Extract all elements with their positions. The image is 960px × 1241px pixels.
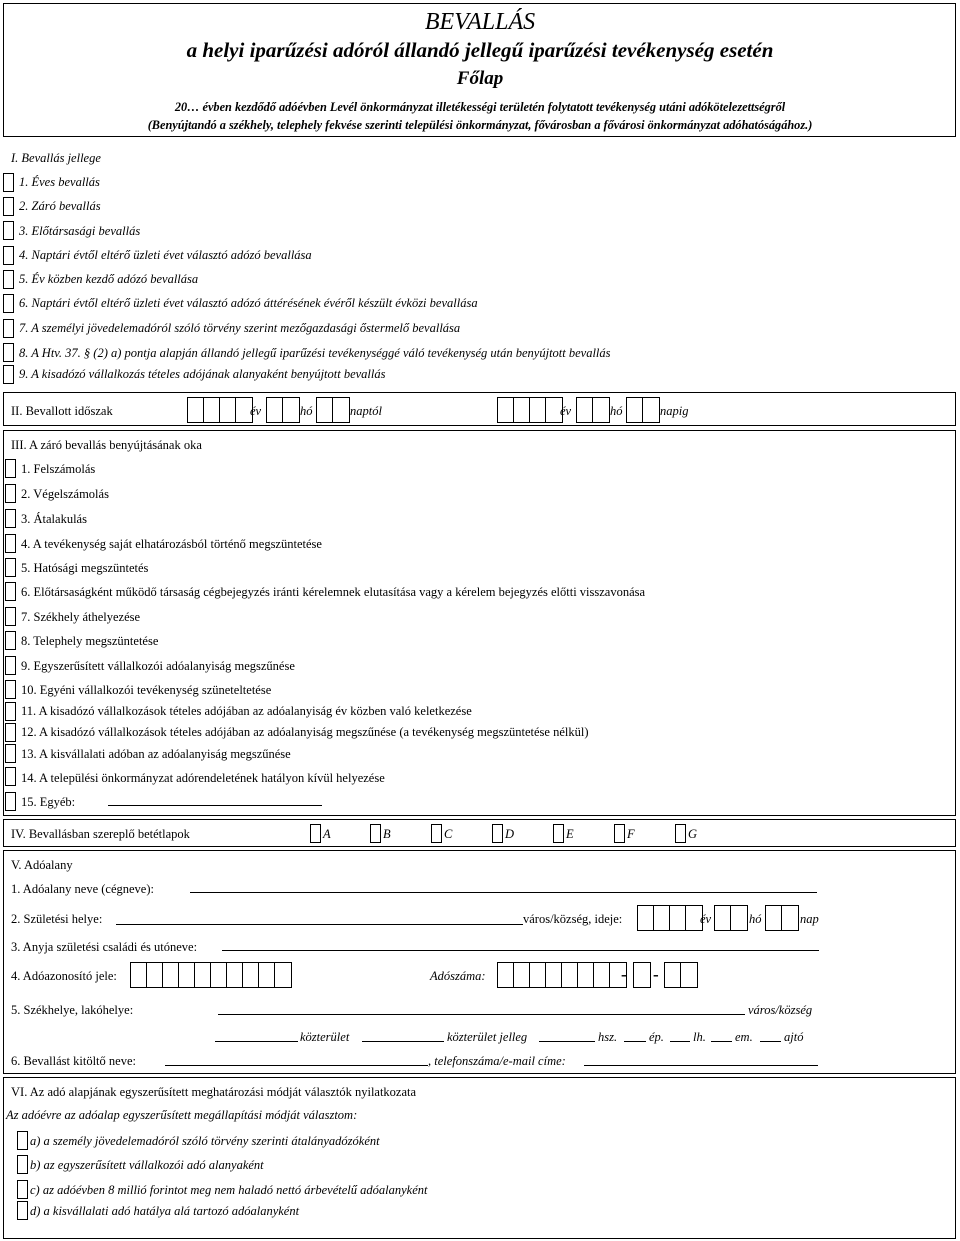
birth-place-label: 2. Születési helye: <box>11 912 103 926</box>
birth-place-line[interactable] <box>116 924 523 925</box>
attachment-e-label: E <box>566 827 574 841</box>
document-title: BEVALLÁS <box>424 9 536 35</box>
s1-item-5: 5. Év közben kezdő adózó bevallása <box>19 272 199 286</box>
attachment-f-checkbox[interactable] <box>614 824 625 843</box>
s3-checkbox-11[interactable] <box>5 702 16 721</box>
to-ev-label: év <box>560 404 572 418</box>
tax-number-dash-1: - <box>621 965 627 984</box>
s3-item-8: 8. Telephely megszüntetése <box>21 634 159 648</box>
s1-item-4: 4. Naptári évtől eltérő üzleti évet választó adózó bevallása <box>19 248 312 262</box>
s6-checkbox-d[interactable] <box>17 1201 28 1220</box>
s6-item-c: c) az adóévben 8 millió forintot meg nem haladó nettó árbevételű adóalanyként <box>30 1183 428 1197</box>
birth-ho-label: hó <box>749 912 762 926</box>
to-ho-label: hó <box>610 404 623 418</box>
seat-label: 5. Székhelye, lakóhelye: <box>11 1003 134 1017</box>
s1-item-1: 1. Éves bevallás <box>19 175 100 189</box>
s3-item-12: 12. A kisadózó vállalkozások tételes adójában az adóalanyiság megszűnése (a tevékenység megszüntetése nélkül) <box>21 725 589 739</box>
tax-id-label: 4. Adóazonosító jele: <box>11 969 117 983</box>
folap-label: Főlap <box>456 68 504 89</box>
from-ho-label: hó <box>300 404 313 418</box>
seat-city-line[interactable] <box>218 1014 745 1015</box>
s3-item-5: 5. Hatósági megszüntetés <box>21 561 149 575</box>
s3-item-1: 1. Felszámolás <box>21 462 96 476</box>
attachment-f-label: F <box>627 827 635 841</box>
s3-checkbox-6[interactable] <box>5 582 16 601</box>
to-month-digit-2[interactable] <box>592 397 610 423</box>
s3-checkbox-13[interactable] <box>5 744 16 763</box>
s1-checkbox-8[interactable] <box>3 343 14 362</box>
s3-item-11: 11. A kisadózó vállalkozások tételes adójában az adóalanyiság év közben való keletkezése <box>21 704 472 718</box>
street-line[interactable] <box>215 1041 298 1042</box>
from-day-digit-2[interactable] <box>332 397 350 423</box>
s6-checkbox-c[interactable] <box>17 1180 28 1199</box>
hsz-label: hsz. <box>598 1030 618 1044</box>
section3-title: III. A záró bevallás benyújtásának oka <box>11 438 202 452</box>
phone-line[interactable] <box>584 1065 818 1066</box>
s1-item-8: 8. A Htv. 37. § (2) a) pontja alapján állandó jellegű iparűzési tevékenységgé váló tevékenység után benyújtott bevallás <box>19 346 611 360</box>
section2-frame <box>3 392 956 426</box>
attachment-b-checkbox[interactable] <box>370 824 381 843</box>
header-line2: (Benyújtandó a székhely, telephely fekvése szerinti települési önkormányzat, fővárosban a fővárosi önkormányzat adóhatóságához.) <box>147 118 813 132</box>
lh-line[interactable] <box>711 1041 732 1042</box>
s3-checkbox-7[interactable] <box>5 607 16 626</box>
s6-item-d: d) a kisvállalati adó hatálya alá tartozó adóalanyként <box>30 1204 300 1218</box>
filler-label: 6. Bevallást kitöltő neve: <box>11 1054 136 1068</box>
birth-day-digit-2[interactable] <box>781 905 799 931</box>
section6-title: VI. Az adó alapjának egyszerűsített meghatározási módját választók nyilatkozata <box>11 1085 417 1099</box>
s3-item-6: 6. Előtársaságként működő társaság cégbejegyzés iránti kérelemnek elutasítása vagy a kérelem bejegyzés előtti visszavonása <box>21 585 646 599</box>
section4-title: IV. Bevallásban szereplő betétlapok <box>11 827 190 841</box>
attachment-a-label: A <box>323 827 331 841</box>
s3-checkbox-1[interactable] <box>5 459 16 478</box>
attachment-g-label: G <box>688 827 698 841</box>
s1-checkbox-4[interactable] <box>3 246 14 265</box>
s6-checkbox-b[interactable] <box>17 1155 28 1174</box>
em-label: em. <box>735 1030 753 1044</box>
napig-label: napig <box>660 404 689 418</box>
street-type-line-2[interactable] <box>539 1041 595 1042</box>
s3-other-line[interactable] <box>108 805 322 806</box>
birth-month-digit-2[interactable] <box>730 905 748 931</box>
s3-checkbox-3[interactable] <box>5 509 16 528</box>
s1-checkbox-5[interactable] <box>3 270 14 289</box>
s3-item-7: 7. Székhely áthelyezése <box>21 610 141 624</box>
attachment-e-checkbox[interactable] <box>553 824 564 843</box>
s1-item-9: 9. A kisadózó vállalkozás tételes adójának alanyaként benyújtott bevallás <box>19 367 386 381</box>
s3-checkbox-2[interactable] <box>5 484 16 503</box>
kozterulet-jelleg-label: közterület jelleg <box>447 1030 528 1044</box>
s1-checkbox-3[interactable] <box>3 221 14 240</box>
attachment-g-checkbox[interactable] <box>675 824 686 843</box>
filler-line[interactable] <box>165 1065 428 1066</box>
mother-name-line[interactable] <box>222 950 819 951</box>
attachment-a-checkbox[interactable] <box>310 824 321 843</box>
tax-number-digit-11[interactable] <box>680 962 698 988</box>
s1-checkbox-2[interactable] <box>3 197 14 216</box>
tax-number-dash-2: - <box>653 965 659 984</box>
hsz-line[interactable] <box>624 1041 646 1042</box>
naptol-label: naptól <box>350 404 382 418</box>
s3-item-13: 13. A kisvállalati adóban az adóalanyiság megszűnése <box>21 747 291 761</box>
s3-checkbox-12[interactable] <box>5 723 16 742</box>
s1-checkbox-9[interactable] <box>3 365 14 384</box>
s3-item-14: 14. A települési önkormányzat adórendeletének hatályon kívül helyezése <box>21 771 385 785</box>
attachment-b-label: B <box>383 827 391 841</box>
section5-title: V. Adóalany <box>11 858 73 872</box>
s3-checkbox-14[interactable] <box>5 767 16 786</box>
lh-label: lh. <box>693 1030 706 1044</box>
section2-title: II. Bevallott időszak <box>11 404 113 418</box>
kozterulet-label: közterület <box>300 1030 350 1044</box>
s3-checkbox-5[interactable] <box>5 558 16 577</box>
s1-item-6: 6. Naptári évtől eltérő üzleti évet választó adózó áttérésének évéről készült évközi bevallása <box>19 296 478 310</box>
em-line[interactable] <box>760 1041 781 1042</box>
s3-item-15: 15. Egyéb: <box>21 795 76 809</box>
s3-item-10: 10. Egyéni vállalkozói tevékenység szüneteltetése <box>21 683 272 697</box>
birth-ev-label: év <box>700 912 712 926</box>
s3-checkbox-15[interactable] <box>5 792 16 811</box>
section1-title: I. Bevallás jellege <box>11 151 101 165</box>
s6-item-b: b) az egyszerűsített vállalkozói adó alanyaként <box>30 1158 264 1172</box>
from-month-digit-2[interactable] <box>282 397 300 423</box>
s3-checkbox-8[interactable] <box>5 631 16 650</box>
seat-varos-label: város/község <box>748 1003 813 1017</box>
s3-checkbox-9[interactable] <box>5 656 16 675</box>
s1-item-7: 7. A személyi jövedelemadóról szóló törvény szerint mezőgazdasági őstermelő bevallása <box>19 321 461 335</box>
header-line1: 20… évben kezdődő adóévben Levél önkormányzat illetékességi területén folytatott tevékenység utáni adókötelezettségről <box>174 100 786 114</box>
s1-checkbox-1[interactable] <box>3 173 14 192</box>
s6-item-a: a) a személy jövedelemadóról szóló törvény szerinti átalányadózóként <box>30 1134 380 1148</box>
attachment-d-checkbox[interactable] <box>492 824 503 843</box>
s3-item-9: 9. Egyszerűsített vállalkozói adóalanyiság megszűnése <box>21 659 295 673</box>
tax-id-digit-10[interactable] <box>274 962 292 988</box>
s1-item-2: 2. Záró bevallás <box>19 199 101 213</box>
ep-label: ép. <box>649 1030 664 1044</box>
mother-name-label: 3. Anyja születési családi és utóneve: <box>11 940 198 954</box>
birth-nap-label: nap <box>800 912 819 926</box>
s3-item-3: 3. Átalakulás <box>21 512 87 526</box>
s3-checkbox-4[interactable] <box>5 534 16 553</box>
from-ev-label: év <box>250 404 262 418</box>
attachment-c-label: C <box>444 827 453 841</box>
section6-intro: Az adóévre az adóalap egyszerűsített megállapítási módját választom: <box>6 1108 358 1122</box>
document-subtitle: a helyi iparűzési adóról állandó jellegű iparűzési tevékenység esetén <box>186 38 774 62</box>
s1-checkbox-7[interactable] <box>3 319 14 338</box>
s1-checkbox-6[interactable] <box>3 294 14 313</box>
s3-checkbox-10[interactable] <box>5 680 16 699</box>
tax-number-digit-9[interactable] <box>633 962 651 988</box>
tax-number-label: Adószáma: <box>430 969 486 983</box>
name-label: 1. Adóalany neve (cégneve): <box>11 882 154 896</box>
s1-item-3: 3. Előtársasági bevallás <box>19 224 141 238</box>
to-day-digit-2[interactable] <box>642 397 660 423</box>
varos-ideje-label: város/község, ideje: <box>523 912 623 926</box>
s3-item-4: 4. A tevékenység saját elhatározásból történő megszüntetése <box>21 537 322 551</box>
s6-checkbox-a[interactable] <box>17 1131 28 1150</box>
phone-label: , telefonszáma/e-mail címe: <box>428 1054 566 1068</box>
attachment-d-label: D <box>505 827 515 841</box>
attachment-c-checkbox[interactable] <box>431 824 442 843</box>
ajto-label: ajtó <box>784 1030 804 1044</box>
name-line[interactable] <box>190 892 817 893</box>
street-type-line[interactable] <box>362 1041 444 1042</box>
ep-line[interactable] <box>670 1041 690 1042</box>
s3-item-2: 2. Végelszámolás <box>21 487 109 501</box>
